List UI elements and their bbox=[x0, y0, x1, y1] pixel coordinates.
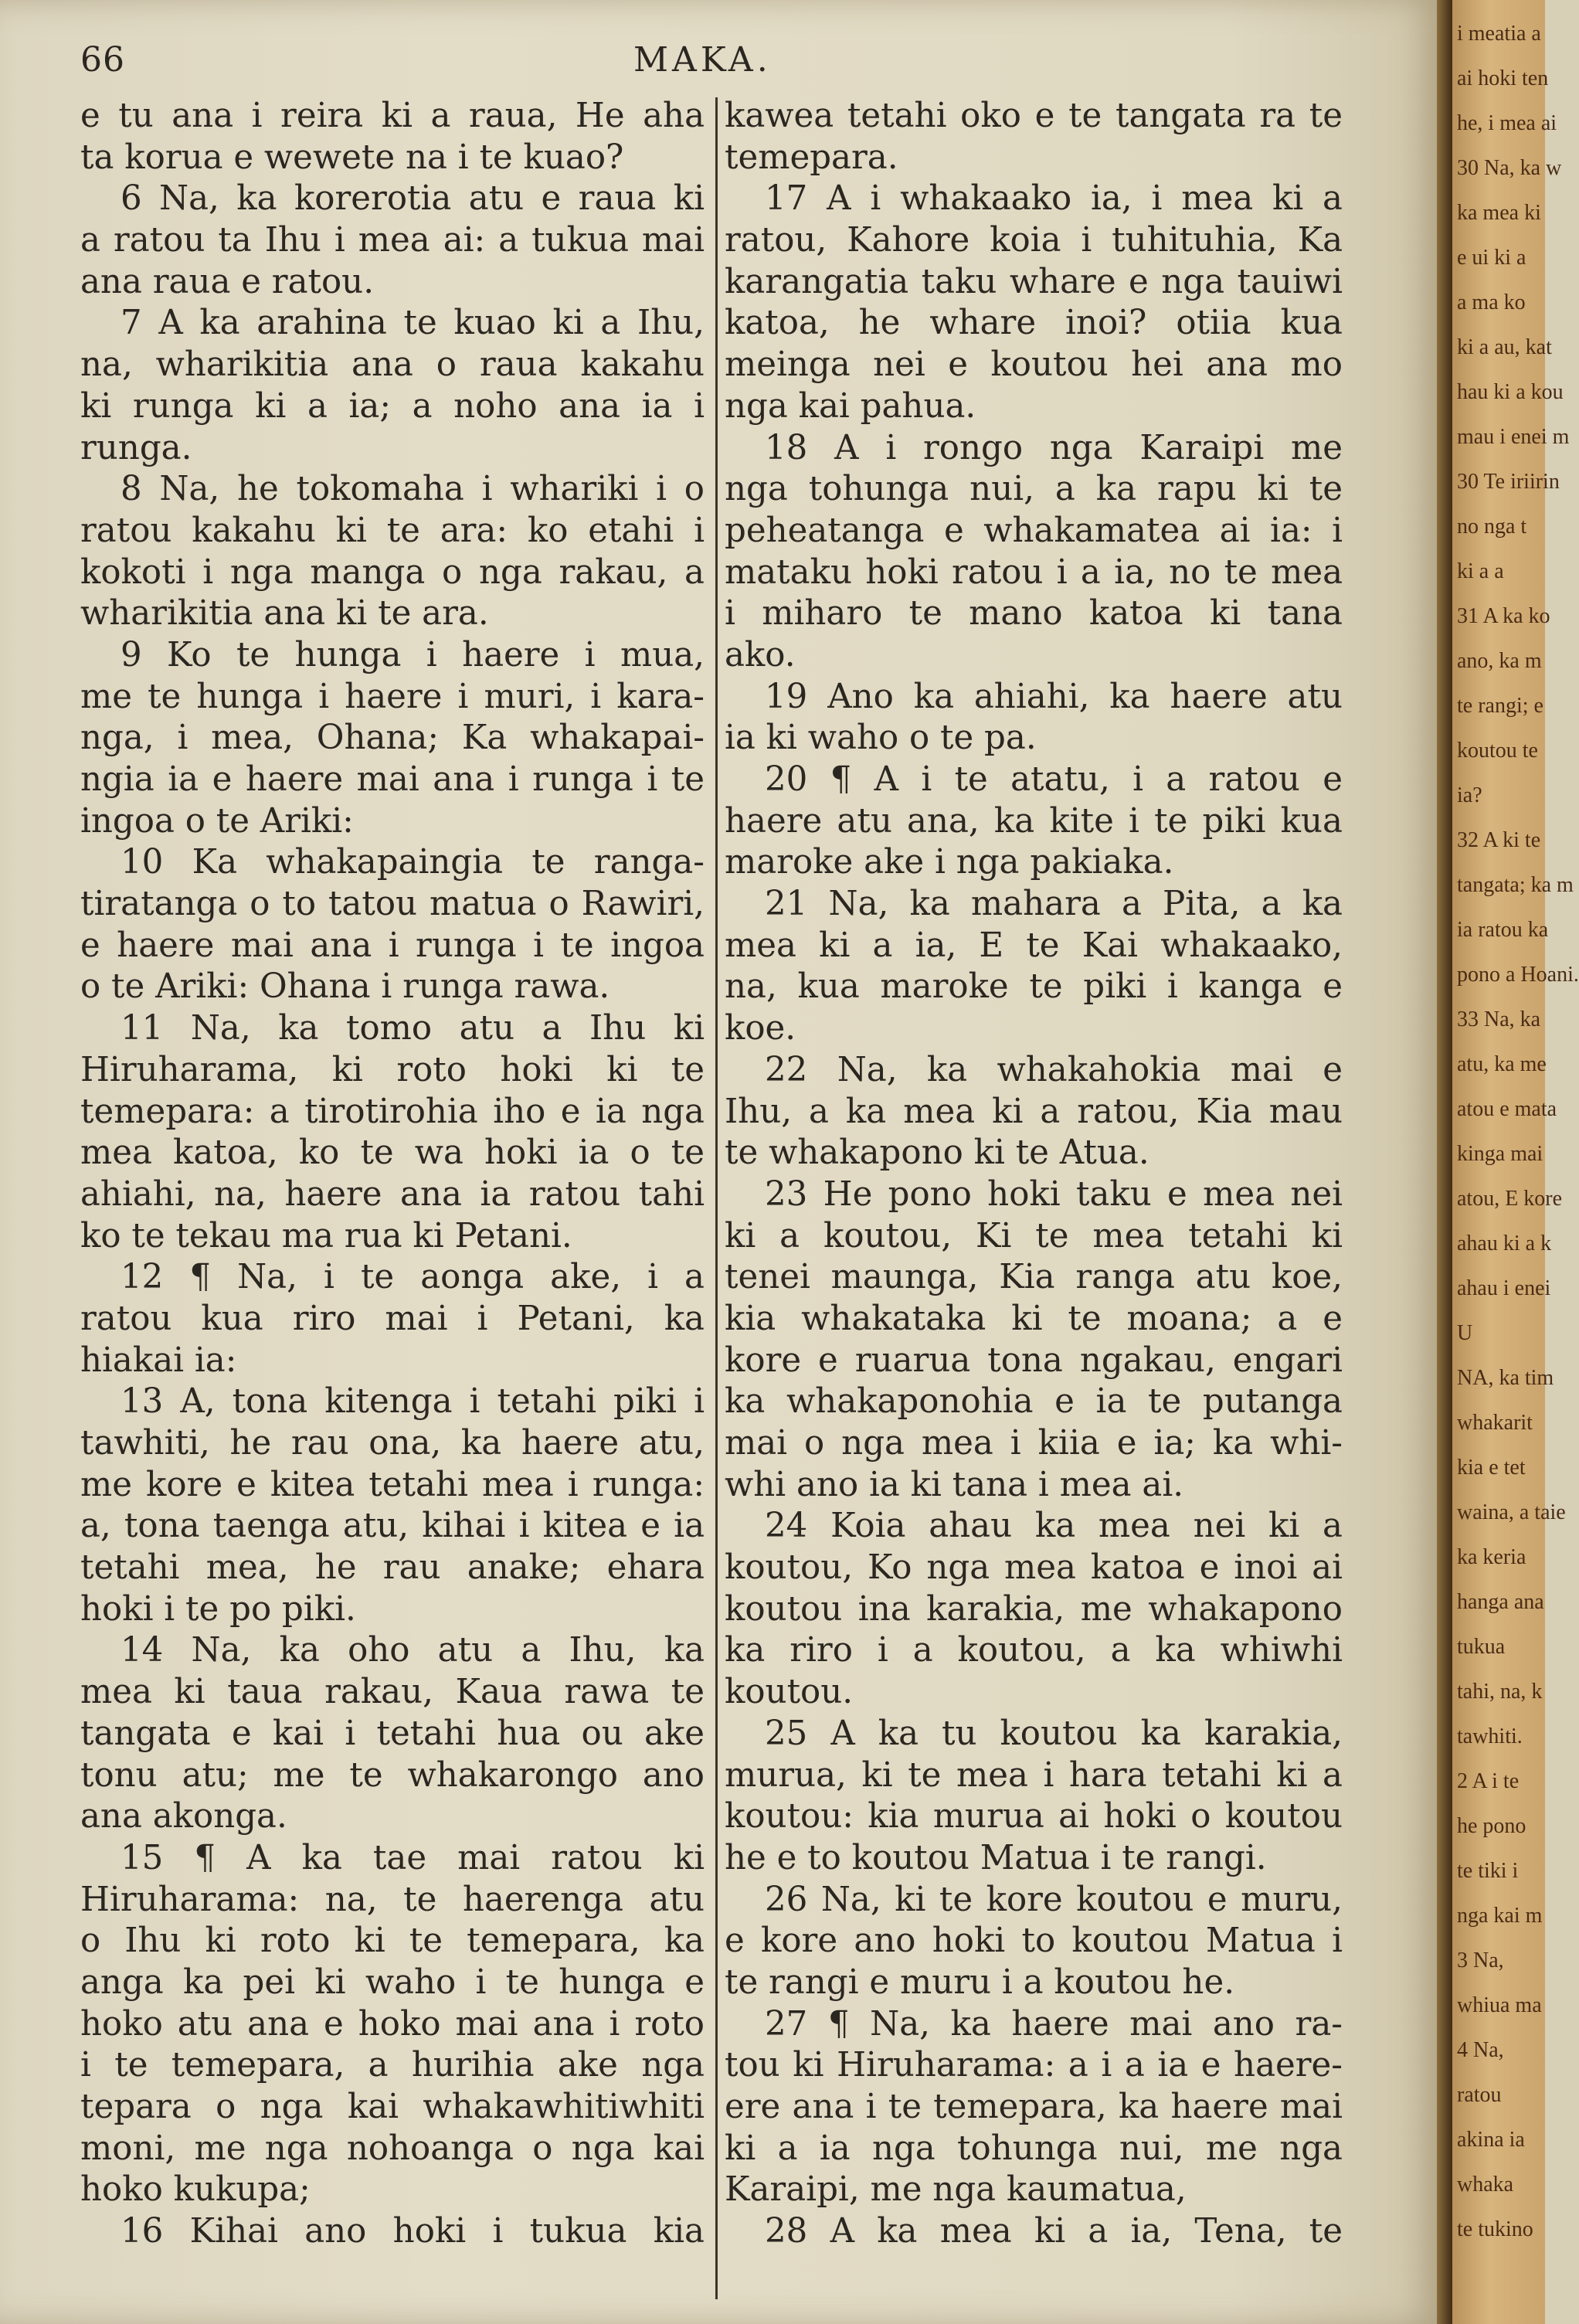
page-edge-fragment: mau i enei m bbox=[1457, 425, 1570, 449]
text-line: 17 A i whakaako ia, i mea ki a bbox=[765, 179, 1343, 219]
text-line: nga kai pahua. bbox=[725, 386, 976, 426]
text-line: tangata e kai i tetahi hua ou ake bbox=[80, 1714, 705, 1753]
text-line: 27 ¶ Na, ka haere mai ano ra- bbox=[765, 2004, 1343, 2044]
page-edge-fragment: ai hoki ten bbox=[1457, 66, 1549, 90]
text-line: tenei maunga, Kia ranga atu koe, bbox=[725, 1258, 1343, 1297]
text-line: karangatia taku whare e nga tauiwi bbox=[725, 262, 1343, 301]
page-edge-fragment: tawhiti. bbox=[1457, 1724, 1523, 1748]
text-line: hoko kukupa; bbox=[80, 2170, 311, 2210]
page-edge-fragment: a ma ko bbox=[1457, 290, 1526, 314]
text-line: nga tohunga nui, a ka rapu ki te bbox=[725, 470, 1343, 509]
text-line: me kore e kitea tetahi mea i runga: bbox=[80, 1465, 705, 1504]
page-edge-fragment: i meatia a bbox=[1457, 22, 1541, 46]
text-line: ingoa o te Ariki: bbox=[80, 801, 354, 841]
text-line: ka riro i a koutou, a ka whiwhi bbox=[725, 1631, 1343, 1670]
page-edge-fragment: hanga ana bbox=[1457, 1590, 1544, 1614]
text-line: 13 A, tona kitenga i tetahi piki i bbox=[121, 1382, 705, 1422]
page-edge-fragment: 30 Te iriirin bbox=[1457, 470, 1560, 494]
text-line: 23 He pono hoki taku e mea nei bbox=[765, 1174, 1343, 1214]
text-line: 12 ¶ Na, i te aonga ake, i a bbox=[121, 1258, 705, 1297]
page-edge-fragment: ratou bbox=[1457, 2083, 1502, 2107]
text-line: mea ki a ia, E te Kai whakaako, bbox=[725, 926, 1343, 965]
text-line: i te temepara, a hurihia ake nga bbox=[80, 2046, 705, 2085]
page-edge-fragment: whiua ma bbox=[1457, 1993, 1542, 2017]
text-line: e haere mai ana i runga i te ingoa bbox=[80, 926, 705, 965]
page-edge-fragment: waina, a taie bbox=[1457, 1500, 1566, 1524]
text-line: kia whakataka ki te moana; a e bbox=[725, 1299, 1343, 1338]
page-edge-fragment: 32 A ki te bbox=[1457, 828, 1541, 852]
text-line: tonu atu; me te whakarongo ano bbox=[80, 1755, 705, 1795]
text-line: ahiahi, na, haere ana ia ratou tahi bbox=[80, 1174, 705, 1214]
page-edge-fragment: 2 A i te bbox=[1457, 1769, 1520, 1793]
left-column bbox=[80, 96, 705, 2253]
page-edge-fragment: koutou te bbox=[1457, 739, 1538, 763]
text-line: koutou, Ko nga mea katoa e inoi ai bbox=[725, 1548, 1343, 1588]
text-line: tetahi mea, he rau anake; ehara bbox=[80, 1548, 705, 1588]
page-edge-fragment: he, i mea ai bbox=[1457, 111, 1557, 135]
text-line: 20 ¶ A i te atatu, i a ratou e bbox=[765, 760, 1343, 799]
text-line: ratou kua riro mai i Petani, ka bbox=[80, 1299, 705, 1338]
page-edge-fragment: akina ia bbox=[1457, 2128, 1525, 2152]
text-line: 18 A i rongo nga Karaipi me bbox=[765, 428, 1343, 467]
page-edge-fragment: ia? bbox=[1457, 783, 1482, 807]
text-line: 7 A ka arahina te kuao ki a Ihu, bbox=[121, 304, 705, 343]
text-line: koutou ina karakia, me whakapono bbox=[725, 1589, 1343, 1629]
text-line: ana raua e ratou. bbox=[80, 262, 375, 301]
text-line: ako. bbox=[725, 635, 796, 674]
adjacent-page-edge bbox=[1452, 0, 1579, 2324]
text-line: hoko atu ana e hoko mai ana i roto bbox=[80, 2004, 705, 2044]
text-line: nga, i mea, Ohana; Ka whakapai- bbox=[80, 719, 705, 758]
page-edge-fragment: whaka bbox=[1457, 2173, 1514, 2197]
text-line: temepara: a tirotirohia iho e ia nga bbox=[80, 1092, 705, 1131]
page-edge-fragment: kinga mai bbox=[1457, 1142, 1543, 1166]
text-line: ratou kakahu ki te ara: ko etahi i bbox=[80, 511, 705, 550]
text-line: ko te tekau ma rua ki Petani. bbox=[80, 1216, 572, 1255]
text-line: 11 Na, ka tomo atu a Ihu ki bbox=[121, 1009, 705, 1048]
text-line: peheatanga e whakamatea ai ia: i bbox=[725, 511, 1343, 550]
text-line: hiakai ia: bbox=[80, 1340, 237, 1380]
text-line: 16 Kihai ano hoki i tukua kia bbox=[121, 2212, 705, 2251]
text-line: tepara o nga kai whakawhitiwhiti bbox=[80, 2088, 705, 2126]
text-line: temepara. bbox=[725, 138, 898, 177]
text-line: koutou: kia murua ai hoki o koutou bbox=[725, 1797, 1343, 1836]
column-divider bbox=[715, 97, 718, 2299]
page-edge-fragment: 4 Na, bbox=[1457, 2038, 1504, 2062]
text-line: kawea tetahi oko e te tangata ra te bbox=[725, 97, 1343, 135]
text-line: kore e ruarua tona ngakau, engari bbox=[725, 1340, 1343, 1380]
text-line: mea ki taua rakau, Kaua rawa te bbox=[80, 1673, 705, 1712]
page-edge-fragment: ki a a bbox=[1457, 559, 1504, 583]
text-line: whi ano ia ki tana i mea ai. bbox=[725, 1465, 1184, 1504]
text-line: o Ihu ki roto ki te temepara, ka bbox=[80, 1921, 705, 1961]
text-line: koe. bbox=[725, 1009, 796, 1048]
page-edge-fragment: no nga t bbox=[1457, 515, 1527, 539]
page-edge-fragment: kia e tet bbox=[1457, 1456, 1526, 1480]
text-line: na, kua maroke te piki i kanga e bbox=[725, 967, 1343, 1007]
page-edge-fragment: he pono bbox=[1457, 1814, 1526, 1838]
text-line: mataku hoki ratou i a ia, no te mea bbox=[725, 552, 1343, 592]
page-edge-fragment: ano, ka m bbox=[1457, 649, 1542, 673]
text-line: haere atu ana, ka kite i te piki kua bbox=[725, 801, 1343, 841]
text-line: tou ki Hiruharama: a i a ia e haere- bbox=[725, 2046, 1343, 2085]
page-edge-fragment: te rangi; e bbox=[1457, 694, 1543, 718]
page-edge-fragment: whakarit bbox=[1457, 1411, 1533, 1435]
page-edge-fragment: ahau ki a k bbox=[1457, 1232, 1552, 1255]
text-line: a, tona taenga atu, kihai i kitea e ia bbox=[80, 1507, 705, 1546]
page-edge-fragment: tahi, na, k bbox=[1457, 1680, 1543, 1704]
text-line: tawhiti, he rau ona, ka haere atu, bbox=[80, 1424, 705, 1463]
text-line: e tu ana i reira ki a raua, He aha bbox=[80, 97, 705, 135]
text-line: koutou. bbox=[725, 1673, 854, 1712]
text-line: ki runga ki a ia; a noho ana ia i bbox=[80, 386, 705, 426]
text-line: a ratou ta Ihu i mea ai: a tukua mai bbox=[80, 221, 705, 260]
text-line: 14 Na, ka oho atu a Ihu, ka bbox=[121, 1631, 705, 1670]
page-edge-fragment: tukua bbox=[1457, 1635, 1506, 1659]
text-line: moni, me nga nohoanga o nga kai bbox=[80, 2129, 705, 2168]
page-edge-fragment: ahau i enei bbox=[1457, 1276, 1551, 1300]
text-line: hoki i te po piki. bbox=[80, 1589, 356, 1629]
page-edge-fragment: te tukino bbox=[1457, 2217, 1533, 2241]
page-edge-fragment: ia ratou ka bbox=[1457, 918, 1549, 942]
text-line: tiratanga o to tatou matua o Rawiri, bbox=[80, 885, 705, 924]
page-edge-fragment: ka mea ki bbox=[1457, 201, 1541, 225]
text-line: Hiruharama: na, te haerenga atu bbox=[80, 1880, 705, 1919]
page-edge-fragment: e ui ki a bbox=[1457, 246, 1526, 270]
page-edge-fragment: nga kai m bbox=[1457, 1904, 1543, 1928]
text-line: maroke ake i nga pakiaka. bbox=[725, 843, 1174, 882]
text-line: 19 Ano ka ahiahi, ka haere atu bbox=[765, 677, 1343, 716]
text-line: ki a ia nga tohunga nui, me nga bbox=[725, 2129, 1343, 2168]
text-line: runga. bbox=[80, 428, 192, 467]
text-line: ki a koutou, Ki te mea tetahi ki bbox=[725, 1216, 1343, 1255]
text-line: te whakapono ki te Atua. bbox=[725, 1133, 1149, 1173]
text-line: ka whakaponohia e ia te putanga bbox=[725, 1382, 1343, 1422]
page-edge-fragment: NA, ka tim bbox=[1457, 1366, 1554, 1390]
text-line: 28 A ka mea ki a ia, Tena, te bbox=[765, 2212, 1343, 2251]
text-line: mea katoa, ko te wa hoki ia o te bbox=[80, 1133, 705, 1173]
text-line: 15 ¶ A ka tae mai ratou ki bbox=[121, 1838, 705, 1877]
text-line: i miharo te mano katoa ki tana bbox=[725, 594, 1343, 634]
right-column bbox=[725, 96, 1343, 2253]
text-line: me te hunga i haere i muri, i kara- bbox=[80, 677, 705, 716]
page-edge-fragment: 33 Na, ka bbox=[1457, 1007, 1541, 1031]
text-line: ta korua e wewete na i te kuao? bbox=[80, 138, 624, 177]
running-head: MAKA. bbox=[633, 40, 772, 80]
text-line: wharikitia ana ki te ara. bbox=[80, 594, 489, 634]
text-line: 6 Na, ka korerotia atu e raua ki bbox=[121, 179, 705, 219]
page-edge-fragment: 30 Na, ka w bbox=[1457, 156, 1562, 180]
text-line: 25 A ka tu koutou ka karakia, bbox=[765, 1714, 1343, 1753]
text-line: te rangi e muru i a koutou he. bbox=[725, 1962, 1235, 2002]
page-edge-fragment: tangata; ka m bbox=[1457, 873, 1574, 897]
page-edge-fragment: atu, ka me bbox=[1457, 1052, 1547, 1076]
text-line: meinga nei e koutou hei ana mo bbox=[725, 345, 1343, 385]
text-line: Karaipi, me nga kaumatua, bbox=[725, 2170, 1187, 2210]
text-line: ana akonga. bbox=[80, 1797, 287, 1836]
text-line: kokoti i nga manga o nga rakau, a bbox=[80, 552, 705, 592]
page-edge-fragment: pono a Hoani. bbox=[1457, 963, 1579, 987]
text-line: Ihu, a ka mea ki a ratou, Kia mau bbox=[725, 1092, 1343, 1131]
page-edge-fragment: hau ki a kou bbox=[1457, 380, 1564, 404]
text-line: e kore ano hoki to koutou Matua i bbox=[725, 1921, 1343, 1961]
text-line: anga ka pei ki waho i te hunga e bbox=[80, 1962, 705, 2002]
text-line: 21 Na, ka mahara a Pita, a ka bbox=[765, 885, 1343, 924]
page-number: 66 bbox=[80, 40, 125, 80]
text-line: 9 Ko te hunga i haere i mua, bbox=[121, 635, 705, 674]
text-line: murua, ki te mea i hara tetahi ki a bbox=[725, 1755, 1343, 1795]
page-edge-fragment: atou, E kore bbox=[1457, 1187, 1563, 1211]
text-line: 24 Koia ahau ka mea nei ki a bbox=[765, 1507, 1343, 1546]
page-edge-fragment: atou e mata bbox=[1457, 1097, 1557, 1121]
page-edge-fragment: U bbox=[1457, 1321, 1473, 1345]
text-line: ratou, Kahore koia i tuhituhia, Ka bbox=[725, 221, 1343, 260]
text-line: 10 Ka whakapaingia te ranga- bbox=[121, 843, 705, 882]
text-line: 8 Na, he tokomaha i whariki i o bbox=[121, 470, 705, 509]
text-line: mai o nga mea i kiia e ia; ka whi- bbox=[725, 1424, 1343, 1463]
text-line: na, wharikitia ana o raua kakahu bbox=[80, 345, 705, 385]
text-line: he e to koutou Matua i te rangi. bbox=[725, 1838, 1267, 1877]
text-line: katoa, he whare inoi? otiia kua bbox=[725, 304, 1343, 343]
page-edge-fragment: ka keria bbox=[1457, 1545, 1526, 1569]
text-line: Hiruharama, ki roto hoki ki te bbox=[80, 1050, 705, 1089]
text-line: ia ki waho o te pa. bbox=[725, 719, 1037, 758]
page-edge-fragment: 3 Na, bbox=[1457, 1949, 1504, 1972]
page-edge-fragment: ki a au, kat bbox=[1457, 335, 1552, 359]
text-line: ere ana i te temepara, ka haere mai bbox=[725, 2088, 1343, 2126]
text-line: ngia ia e haere mai ana i runga i te bbox=[80, 760, 705, 799]
text-line: 26 Na, ki te kore koutou e muru, bbox=[765, 1880, 1343, 1919]
text-line: o te Ariki: Ohana i runga rawa. bbox=[80, 967, 610, 1007]
text-line: 22 Na, ka whakahokia mai e bbox=[765, 1050, 1343, 1089]
page-edge-fragment: 31 A ka ko bbox=[1457, 604, 1550, 628]
page-edge-fragment: te tiki i bbox=[1457, 1859, 1519, 1883]
